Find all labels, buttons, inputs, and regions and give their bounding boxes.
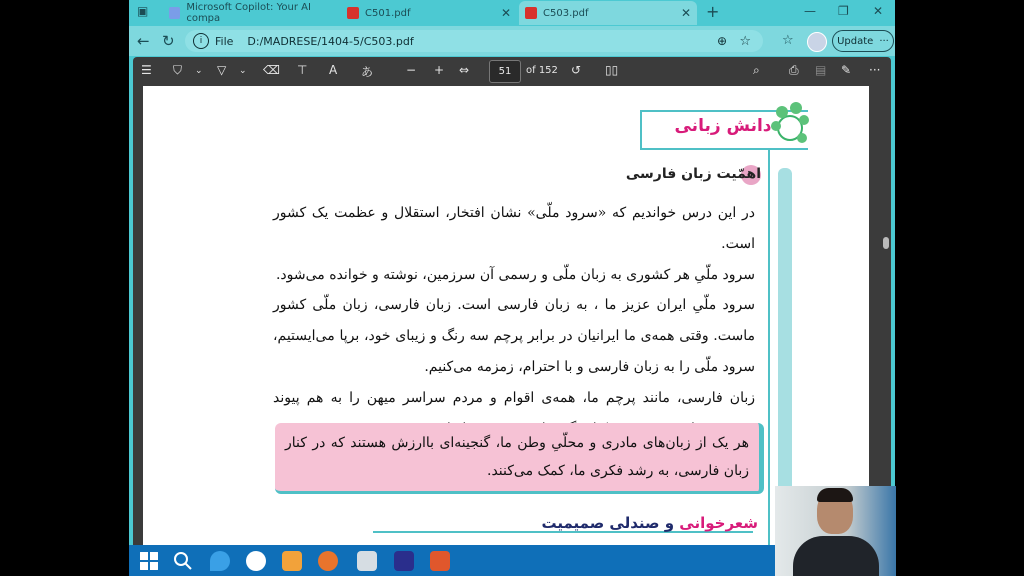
pdf-viewer <box>133 85 891 545</box>
section-title: دانش زبانی <box>674 116 772 136</box>
windows-start-icon[interactable] <box>139 551 159 571</box>
tab-label: C503.pdf <box>543 7 589 19</box>
highlight-icon[interactable]: ⛉ <box>173 63 183 77</box>
url-text[interactable]: D:/MADRESE/1404-5/C503.pdf <box>247 34 414 48</box>
paragraph: سرود ملّیِ ایران عزیز ما ، به زبان فارسی است. زبان فارسی، زبان ملّی کشور ماست. وقتی همه‌ی ما ایرانیان در برابر پرچم سه رنگ و زیبای خود، برپا می‌ایستیم، سرود ملّی را به زبان فارسی و با احترام، زمزمه می‌کنیم. <box>273 297 755 375</box>
app-icon[interactable] <box>318 551 338 571</box>
star-icon[interactable]: ☆ <box>739 33 751 49</box>
subheading: اهمّیت زبان فارسی <box>625 166 761 182</box>
tab-c503[interactable] <box>519 1 697 25</box>
section-frame <box>640 110 642 148</box>
next-section-title <box>523 514 758 532</box>
save-as-icon[interactable]: ✎ <box>841 63 852 77</box>
zoom-icon[interactable]: ⊕ <box>716 34 727 48</box>
update-label: Update <box>837 35 874 47</box>
tab-label: Microsoft Copilot: Your AI compa <box>186 2 311 24</box>
page-number-input[interactable]: 51 <box>489 60 521 83</box>
read-aloud-icon[interactable]: A <box>329 63 338 77</box>
pdf-toolbar <box>133 57 891 85</box>
presenter-body <box>793 536 879 576</box>
callout-box <box>275 423 764 494</box>
close-tab-icon[interactable]: ✕ <box>680 6 691 20</box>
tab-actions-icon[interactable]: ▣ <box>137 4 149 18</box>
presenter-hair <box>817 488 853 502</box>
footer-title-part2: و صندلی صمیمیت <box>541 514 675 532</box>
favorites-icon[interactable]: ☆ <box>782 33 794 48</box>
tab-c501[interactable] <box>341 1 517 25</box>
info-icon[interactable]: i <box>193 33 209 49</box>
more-icon[interactable]: ··· <box>879 35 889 47</box>
fit-page-icon[interactable]: ⇔ <box>459 63 470 77</box>
zoom-out-button[interactable]: − <box>406 63 417 77</box>
tab-label: C501.pdf <box>365 7 411 19</box>
body-text <box>273 198 755 444</box>
chevron-down-icon[interactable]: ⌄ <box>239 66 247 76</box>
copilot-icon <box>169 7 180 19</box>
erase-icon[interactable]: ⌫ <box>263 63 280 77</box>
search-icon[interactable]: ⌕ <box>753 63 760 77</box>
rotate-icon[interactable]: ↺ <box>571 63 582 77</box>
url-field[interactable] <box>185 30 763 52</box>
chevron-down-icon[interactable]: ⌄ <box>195 66 203 76</box>
pdf-file-icon <box>525 7 537 19</box>
pdf-file-icon <box>347 7 359 19</box>
callout-text: هر یک از زبان‌های مادری و محلّیِ وطن ما، گنجینه‌ای باارزش هستند که در کنار زبان فارسی، به رشد فکری ما، کمک می‌کنند. <box>285 435 749 479</box>
webcam-overlay <box>775 486 896 576</box>
tab-bar <box>129 0 895 26</box>
profile-avatar[interactable] <box>807 32 827 52</box>
leaf-ornament-icon <box>768 98 812 150</box>
edge-app-icon[interactable] <box>210 551 230 571</box>
close-tab-icon[interactable]: ✕ <box>500 6 511 20</box>
refresh-icon[interactable]: ↻ <box>162 32 175 50</box>
close-window-button[interactable]: ✕ <box>873 4 884 18</box>
print-icon[interactable]: ⎙ <box>789 63 799 77</box>
decorative-line <box>768 148 770 545</box>
app-icon[interactable] <box>282 551 302 571</box>
footer-title-part1: شعرخوانی <box>679 514 758 532</box>
page-count: of 152 <box>526 65 558 76</box>
page-view-icon[interactable]: ▯▯ <box>605 63 619 77</box>
translate-icon[interactable]: あ <box>361 65 374 79</box>
paragraph: سرود ملّیِ هر کشوری به زبان ملّی و رسمی آن سرزمین، نوشته و خوانده می‌شود. <box>275 266 755 283</box>
app-icon[interactable] <box>430 551 450 571</box>
back-icon[interactable]: ← <box>137 32 150 50</box>
app-icon[interactable] <box>394 551 414 571</box>
more-options-icon[interactable]: ··· <box>869 63 881 77</box>
new-tab-button[interactable]: + <box>706 2 720 21</box>
restore-button[interactable]: ❐ <box>838 4 849 18</box>
tab-copilot[interactable] <box>163 1 339 25</box>
paragraph: زبان فارسی، مانند پرچم ما، همه‌ی اقوام و مردم سراسر میهن را به هم پیوند <box>273 389 755 406</box>
save-icon[interactable]: ▤ <box>815 63 827 77</box>
pdf-page <box>143 86 869 545</box>
app-icon[interactable] <box>357 551 377 571</box>
minimize-button[interactable]: — <box>804 4 816 18</box>
scheme-label: File <box>215 34 234 48</box>
update-button[interactable] <box>832 30 894 52</box>
scrollbar[interactable] <box>881 85 891 545</box>
address-bar <box>129 26 895 56</box>
zoom-in-button[interactable]: + <box>434 63 445 77</box>
taskbar-search-icon[interactable] <box>173 551 193 571</box>
app-icon[interactable] <box>246 551 266 571</box>
scroll-thumb[interactable] <box>883 237 889 249</box>
paragraph: در این درس خواندیم که «سرود ملّی» نشان افتخار، استقلال و عظمت یک کشور است. <box>273 205 755 252</box>
draw-icon[interactable]: ▽ <box>217 63 227 77</box>
contents-icon[interactable]: ☰ <box>141 63 152 77</box>
text-icon[interactable]: ⊤ <box>297 63 308 77</box>
